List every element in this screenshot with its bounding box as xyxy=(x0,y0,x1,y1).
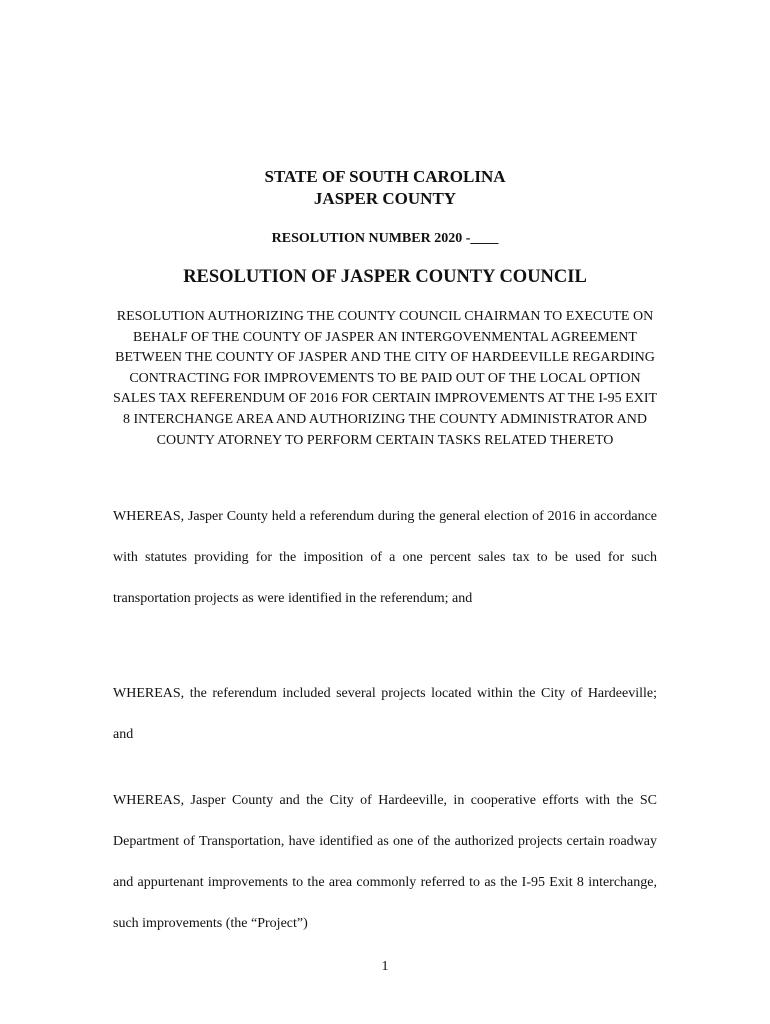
county-heading: JASPER COUNTY xyxy=(313,189,457,208)
state-heading: STATE OF SOUTH CAROLINA xyxy=(264,167,506,186)
resolution-number: RESOLUTION NUMBER 2020 -____ xyxy=(271,231,499,246)
document-title: RESOLUTION OF JASPER COUNTY COUNCIL xyxy=(183,267,587,287)
whereas-paragraph-1: WHEREAS, Jasper County held a referendum during the general election of 2016 in accordance with statutes providing for the imposition of a one percent sales tax to be used for such transportation projects as were identified in the referendum; and xyxy=(113,509,657,606)
page-number: 1 xyxy=(381,959,389,974)
resolution-subject: RESOLUTION AUTHORIZING THE COUNTY COUNCIL CHAIRMAN TO EXECUTE ON BEHALF OF THE COUNTY OF JASPER AN INTERGOVENMENTAL AGREEMENT BETWEEN THE COUNTY OF JASPER AND THE CITY OF HARDEEVILLE REGARDING CONTRACTING FOR IMPROVEMENTS TO BE PAID OUT OF THE LOCAL OPTION SALES TAX REFERENDUM OF 2016 FOR CERTAIN IMPROVEMENTS AT THE I-95 EXIT 8 INTERCHANGE AREA AND AUTHORIZING THE COUNTY ADMINISTRATOR AND COUNTY ATORNEY TO PERFORM CERTAIN TASKS RELATED THERETO xyxy=(112,309,658,448)
whereas-paragraph-2: WHEREAS, the referendum included several projects located within the City of Hardeeville; and xyxy=(113,686,657,742)
whereas-paragraph-3: WHEREAS, Jasper County and the City of Hardeeville, in cooperative efforts with the SC Department of Transportation, have identified as one of the authorized projects certain roadway and appurtenant improvements to the area commonly referred to as the I-95 Exit 8 interchange, such improvements (the “Project”) xyxy=(113,793,657,931)
